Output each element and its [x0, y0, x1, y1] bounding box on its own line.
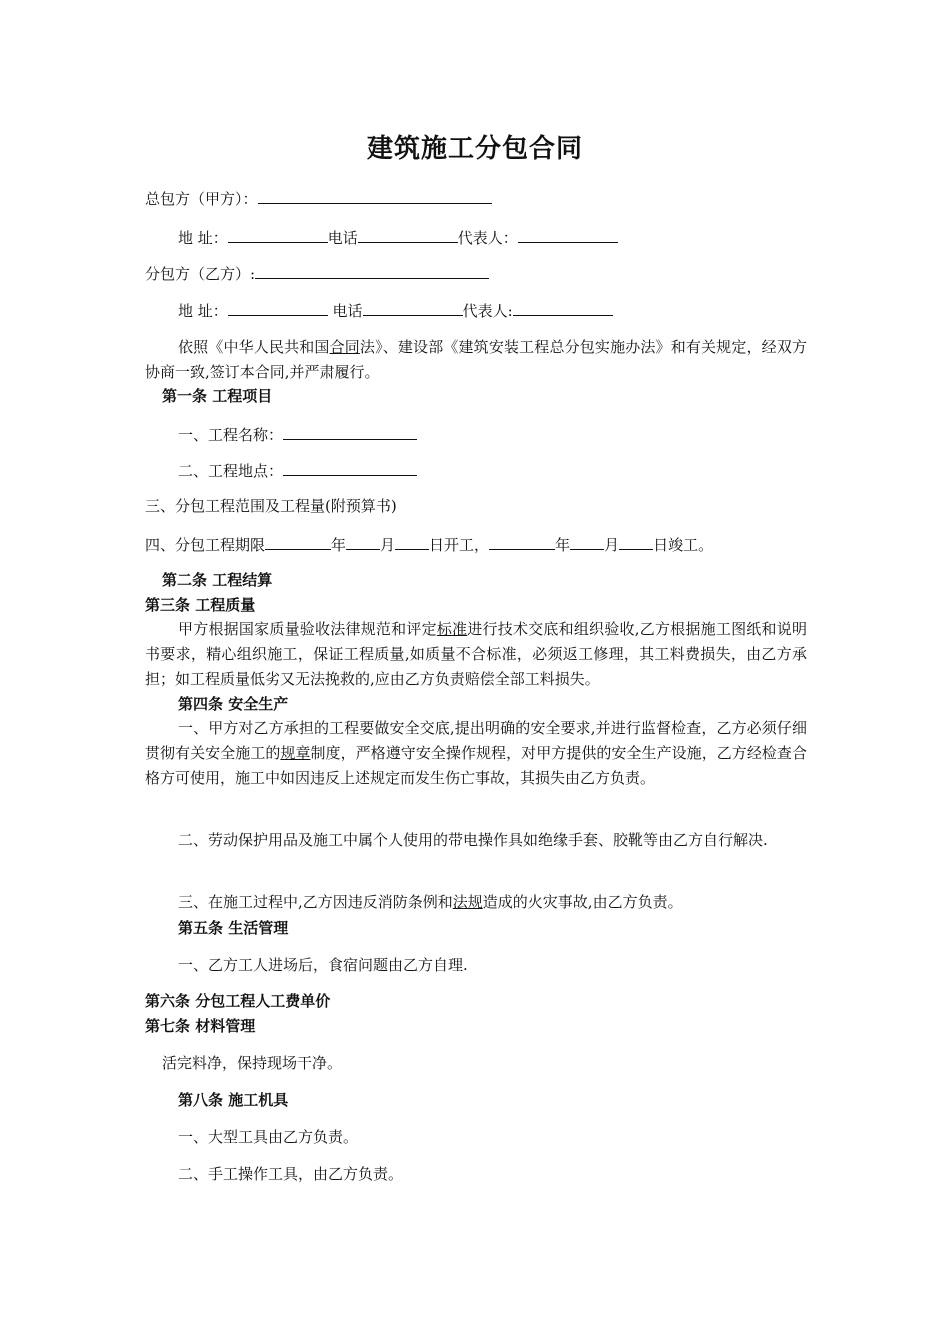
article-5-heading: 第五条 生活管理	[178, 919, 289, 937]
article-7-heading: 第七条 材料管理	[145, 1017, 256, 1035]
year-unit-2: 年	[555, 536, 571, 554]
art8-item-2: 二、手工操作工具，由乙方负责。	[178, 1165, 404, 1183]
art1-item-3: 三、分包工程范围及工程量(附预算书)	[145, 497, 397, 515]
art1-item-4	[145, 534, 805, 555]
preamble-link-contract[interactable]: 合同	[329, 338, 360, 356]
party-a-label: 总包方（甲方）：	[145, 190, 258, 208]
art7-item-1: 活完料净，保持现场干净。	[162, 1054, 343, 1072]
document-title: 建筑施工分包合同	[366, 134, 583, 164]
article-8-heading: 第八条 施工机具	[178, 1091, 289, 1109]
art3-link-standard[interactable]: 标准	[436, 620, 468, 638]
period-label: 四、分包工程期限	[145, 536, 266, 554]
party-b-rep-label: 代表人:	[462, 302, 513, 320]
preamble-paragraph	[145, 335, 807, 385]
article-3-heading: 第三条 工程质量	[145, 596, 256, 614]
preamble-text-1: 依照《中华人民共和国	[178, 338, 330, 356]
project-location-blank	[283, 460, 417, 476]
party-b-blank	[255, 263, 489, 279]
article-2-heading: 第二条 工程结算	[162, 571, 273, 589]
party-a-rep-blank	[518, 227, 618, 243]
party-b-rep-blank	[513, 300, 613, 316]
start-year-blank	[265, 534, 331, 550]
party-a-phone-label: 电话	[327, 229, 358, 247]
article-4-heading: 第四条 安全生产	[178, 695, 289, 713]
art4-link-regulations[interactable]: 法规	[452, 893, 483, 911]
party-a-line	[145, 188, 805, 209]
art1-item-1	[178, 424, 838, 445]
end-day-blank	[619, 534, 653, 550]
end-text: 日竣工。	[653, 536, 714, 554]
project-name-label: 一、工程名称：	[178, 426, 284, 444]
art4-link-rules[interactable]: 规章	[280, 744, 311, 762]
art4-text-2: 制度，严格遵守安全操作规程，对甲方提供的安全生产设施，乙方经检查合格方可使用，施工中如因违反上述规定而发生伤亡事故，其损失由乙方负责。	[145, 744, 807, 787]
end-year-blank	[489, 534, 555, 550]
art3-text-1: 甲方根据国家质量验收法律规范和评定	[178, 620, 437, 638]
article-6-heading: 第六条 分包工程人工费单价	[145, 992, 331, 1010]
party-a-contact-line	[178, 227, 838, 248]
art8-item-1: 一、大型工具由乙方负责。	[178, 1128, 359, 1146]
article-4-paragraph-2: 二、劳动保护用品及施工中属个人使用的带电操作具如绝缘手套、胶靴等由乙方自行解决.	[178, 831, 768, 849]
start-text: 日开工，	[429, 536, 490, 554]
party-b-address-label: 地 址：	[178, 302, 228, 320]
preamble-text-2: 法》、建设部《建筑安装工程总分包实施办法》和有关规定，经双方协商一致,签订本合同,并严肃履行。	[145, 338, 807, 381]
art1-item-2	[178, 460, 838, 481]
party-a-blank	[258, 188, 492, 204]
party-a-address-label: 地 址：	[178, 229, 228, 247]
party-b-phone-label: 电话	[327, 302, 363, 320]
month-unit-2: 月	[604, 536, 620, 554]
art4-text-1: 一、甲方对乙方承担的工程要做安全交底,提出明确的安全要求,并进行监督检查，乙方必须仔细贯彻有关安全施工的	[145, 719, 807, 762]
party-a-rep-label: 代表人：	[457, 229, 518, 247]
party-b-contact-line	[178, 300, 838, 321]
end-month-blank	[570, 534, 604, 550]
year-unit: 年	[331, 536, 347, 554]
art4-p3-text-1: 三、在施工过程中,乙方因违反消防条例和	[178, 893, 453, 911]
art4-p3-text-2: 造成的火灾事故,由乙方负责。	[482, 893, 683, 911]
article-4-paragraph-1	[145, 716, 807, 791]
article-1-heading: 第一条 工程项目	[162, 387, 273, 405]
art3-text-2: 进行技术交底和组织验收,乙方根据施工图纸和说明书要求，精心组织施工，保证工程质量,如质量不合标准，必须返工修理，其工料费损失，由乙方承担；如工程质量低劣又无法挽救的,应由乙方负责赔偿全部工料损失。	[145, 620, 807, 688]
party-a-phone-blank	[358, 227, 458, 243]
party-a-address-blank	[228, 227, 328, 243]
party-b-phone-blank	[363, 300, 463, 316]
month-unit: 月	[380, 536, 396, 554]
party-b-label: 分包方（乙方）:	[145, 265, 256, 283]
article-4-paragraph-3	[145, 890, 807, 915]
start-month-blank	[346, 534, 380, 550]
art5-item-1: 一、乙方工人进场后，食宿问题由乙方自理.	[178, 956, 468, 974]
party-b-address-blank	[228, 300, 328, 316]
project-location-label: 二、工程地点：	[178, 462, 284, 480]
party-b-line	[145, 263, 805, 284]
start-day-blank	[395, 534, 429, 550]
article-3-paragraph	[145, 617, 807, 692]
project-name-blank	[283, 424, 417, 440]
